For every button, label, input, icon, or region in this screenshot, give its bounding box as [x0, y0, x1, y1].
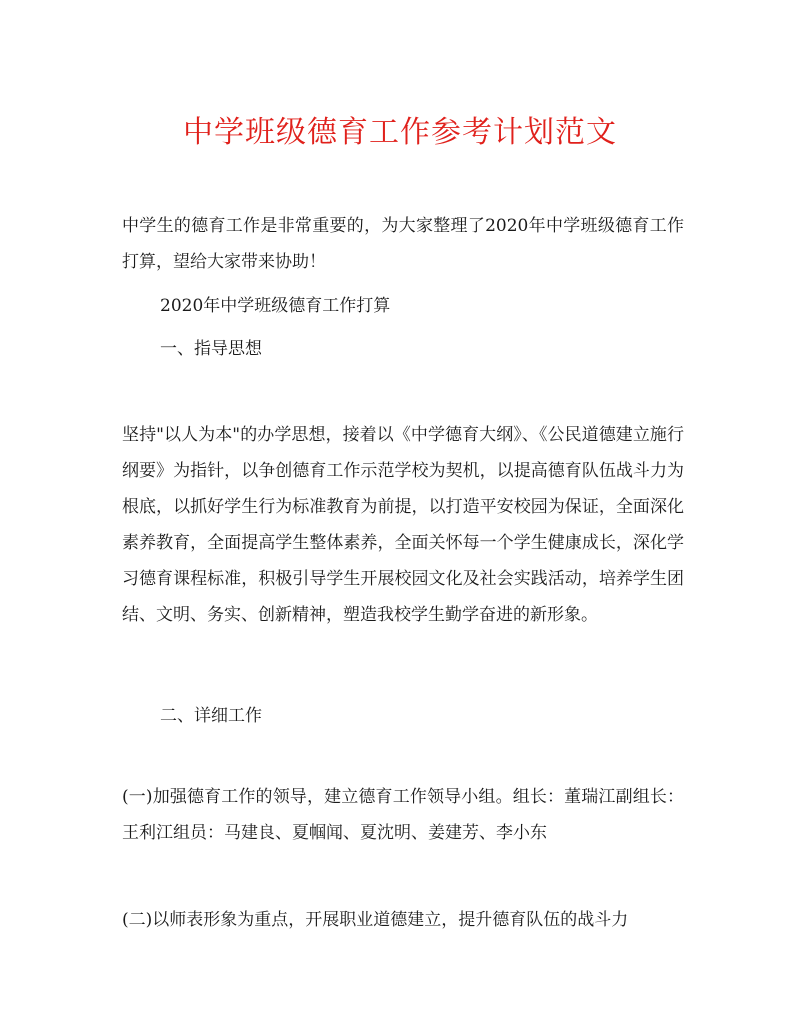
work-item-2: (二)以师表形象为重点，开展职业道德建立，提升德育队伍的战斗力	[122, 910, 629, 930]
plan-subtitle: 2020年中学班级德育工作打算	[160, 296, 391, 316]
intro-paragraph: 中学生的德育工作是非常重要的，为大家整理了2020年中学班级德育工作打算，望给大家带来协助！	[122, 216, 684, 272]
document-title: 中学班级德育工作参考计划范文	[183, 115, 617, 150]
guiding-ideology-paragraph: 坚持"以人为本"的办学思想，接着以《中学德育大纲》、《公民道德建立施行纲要》为指针，以争创德育工作示范学校为契机，以提高德育队伍战斗力为根底，以抓好学生行为标准教育为前提，以打造平安校园为保证，全面深化素养教育，全面提高学生整体素养，全面关怀每一个学生健康成长，深化学习德育课程标准，积极引导学生开展校园文化及社会实践活动，培养学生团结、文明、务实、创新精神，塑造我校学生勤学奋进的新形象。	[122, 425, 684, 625]
section-heading-guiding-ideology: 一、指导思想	[160, 339, 262, 359]
work-item-1: (一)加强德育工作的领导，建立德育工作领导小组。组长：董瑞江副组长：王利江组员：马建良、夏帼闻、夏沈明、姜建芳、李小东	[122, 787, 684, 843]
section-heading-detailed-work: 二、详细工作	[160, 706, 262, 726]
